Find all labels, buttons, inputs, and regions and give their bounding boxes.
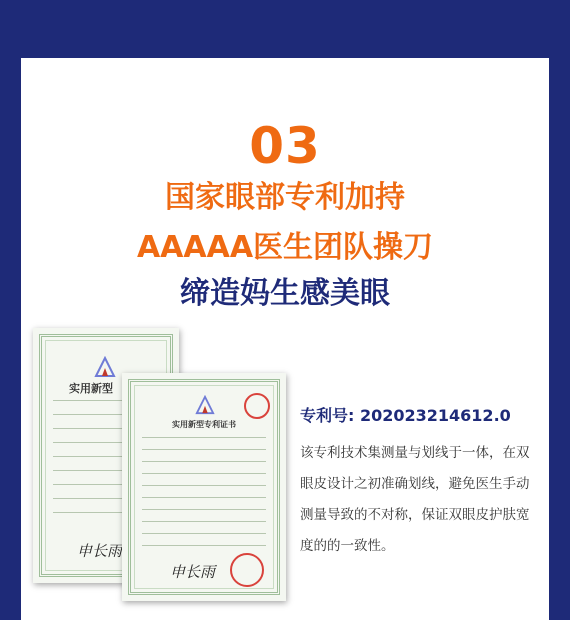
headline-line-1: 国家眼部专利加持 — [165, 180, 405, 215]
patent-certificate-front — [122, 373, 286, 601]
certificate-seal-icon — [244, 393, 270, 419]
patent-description: 该专利技术集测量与划线于一体，在双眼皮设计之初准确划线，避免医生手动测量导致的不对称，保证双眼皮护肤宽度的的一致性。 — [300, 445, 530, 554]
patent-number: 专利号: 202023214612.0 — [300, 406, 511, 425]
headline-line-2: AAAAA医生团队操刀 — [136, 230, 434, 265]
headline-line-3: 缔造妈生感美眼 — [180, 276, 390, 311]
certificate-red-stamp-icon — [230, 553, 264, 587]
content-panel — [21, 58, 549, 620]
certificate-front-signature: 申长雨 — [170, 563, 216, 581]
patent-emblem-icon — [194, 395, 216, 419]
patent-emblem-icon — [93, 356, 117, 382]
certificate-back-title: 实用新型 — [69, 382, 113, 395]
certificate-front-title: 实用新型专利证书 — [172, 419, 236, 429]
section-number: 03 — [249, 117, 321, 175]
certificate-back-signature: 申长雨 — [77, 542, 123, 560]
